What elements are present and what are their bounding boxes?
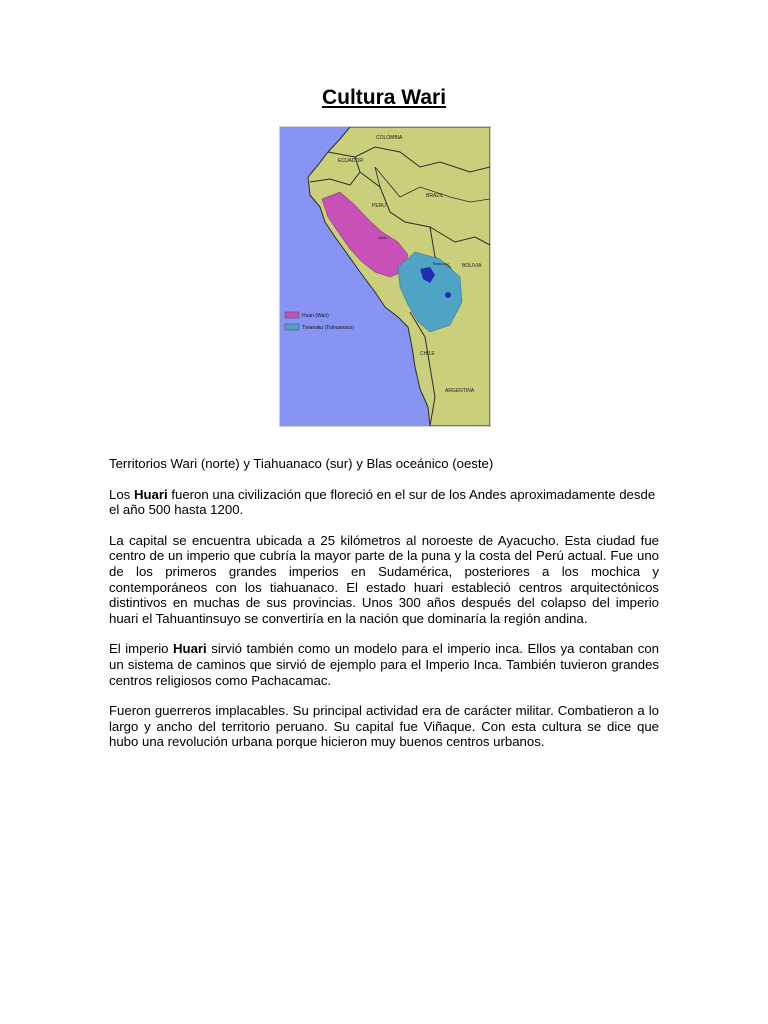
legend-swatch-huari xyxy=(285,312,299,318)
paragraph-model xyxy=(109,641,659,688)
map-label-ecuador: ECUADOR xyxy=(338,158,364,164)
map-lake-poopo xyxy=(445,292,451,298)
document-body xyxy=(109,456,659,765)
legend-label-tiwanaku: Tiwanaku (Tiahuanaco) xyxy=(302,325,354,331)
map-image xyxy=(279,126,491,427)
paragraph-intro-lead: Los xyxy=(109,486,134,502)
legend-swatch-tiwanaku xyxy=(285,324,299,330)
map-svg xyxy=(280,127,490,426)
map-label-chile: CHILE xyxy=(420,351,435,357)
paragraph-intro-bold: Huari xyxy=(133,486,168,502)
map-label-huari-site: Huari xyxy=(378,235,388,240)
map-label-argentina: ARGENTINA xyxy=(445,388,475,394)
map-label-bolivia: BOLIVIA xyxy=(462,263,482,269)
paragraph-intro-rest: fueron una civilización que floreció en el sur de los Andes aproximadamente desde el año 500 hasta 1200. xyxy=(109,486,656,518)
map-caption: Territorios Wari (norte) y Tiahuanaco (sur) y Blas oceánico (oeste) xyxy=(109,456,494,471)
paragraph-intro xyxy=(109,487,659,518)
map-label-tiwanaku-site: Tiwanaku xyxy=(432,261,449,266)
map-label-colombia: COLOMBIA xyxy=(376,135,403,141)
paragraph-model-lead: El imperio xyxy=(109,641,173,657)
paragraph-model-bold: Huari xyxy=(173,641,207,657)
page-title: Cultura Wari xyxy=(321,86,447,109)
map-label-peru: PERU xyxy=(372,203,386,209)
paragraph-model-rest: sirvió también como un modelo para el imperio inca. Ellos ya contaban con un sistema de caminos que sirvió de ejemplo para el Imperio Inca. También tuvieron grandes centros religiosos como Pachacamac. xyxy=(109,641,660,688)
map-label-brazil: BRAZIL xyxy=(426,193,444,199)
legend-label-huari: Huari (Wari) xyxy=(302,313,329,319)
paragraph-warriors: Fueron guerreros implacables. Su principal actividad era de carácter militar. Combatieron a lo largo y ancho del territorio peruano. Su capital fue Viñaque. Con esta cultura se dice que hubo una revolución urbana porque hicieron muy buenos centros urbanos. xyxy=(109,703,659,750)
paragraph-capital: La capital se encuentra ubicada a 25 kilómetros al noroeste de Ayacucho. Esta ciudad fue centro de un imperio que cubría la mayor parte de la puna y la costa del Perú actual. Fue uno de los primeros grandes imperios en Sudamérica, posteriores a los mochica y contemporáneos con los tiahuanaco. El estado huari estableció centros arquitectónicos distintivos en muchas de sus provincias. Unos 300 años después del colapso del imperio huari el Tahuantinsuyo se convertiría en la nación que dominaría la región andina. xyxy=(109,532,659,626)
